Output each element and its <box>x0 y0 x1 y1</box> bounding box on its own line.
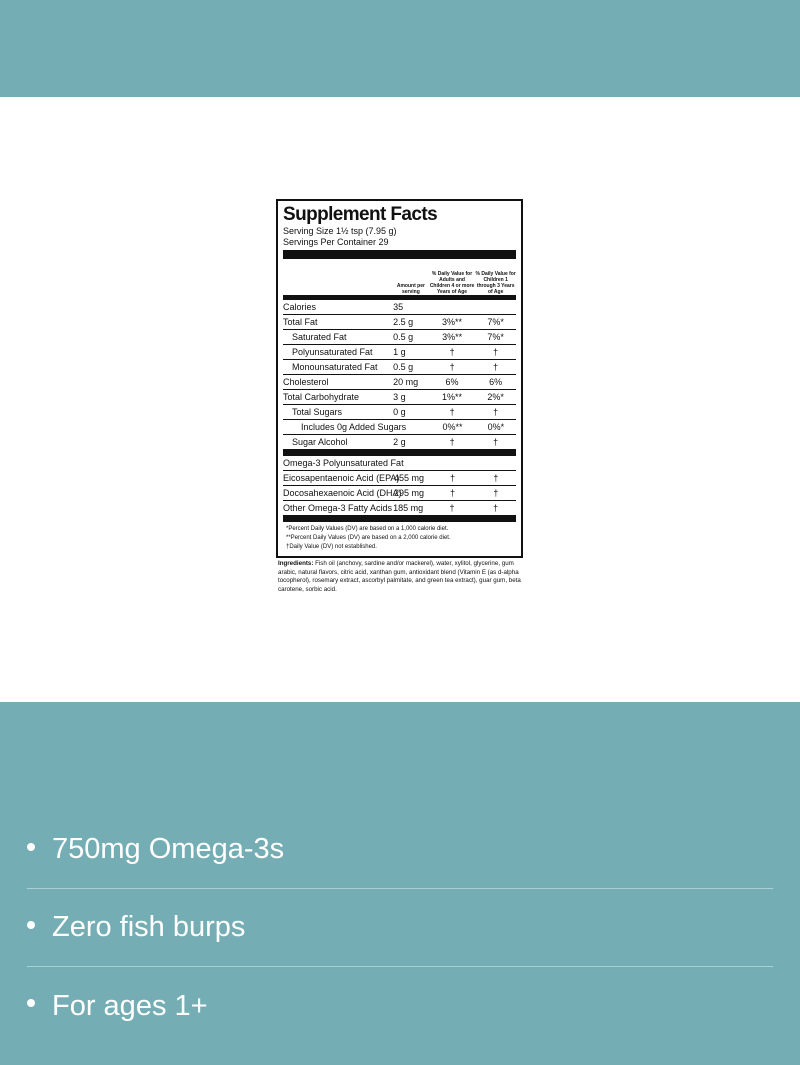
facts-row <box>283 375 516 390</box>
nutrient-dv-adults: † <box>450 488 456 498</box>
supplement-facts-panel <box>276 199 523 558</box>
facts-row <box>283 420 516 435</box>
top-banner <box>0 0 800 97</box>
feature-text: 750mg Omega-3s <box>52 833 285 865</box>
feature-item <box>27 967 773 1045</box>
nutrient-dv-adults: † <box>449 437 455 447</box>
nutrient-dv-adults: † <box>449 503 455 513</box>
nutrient-dv-children: 6% <box>489 377 503 387</box>
nutrient-dv-adults: 6% <box>445 377 459 387</box>
nutrient-name: Docosahexaenoic Acid (DHA) <box>283 488 402 498</box>
facts-row <box>283 501 516 515</box>
nutrient-dv-children: 2%* <box>487 392 504 402</box>
nutrient-dv-children: † <box>493 473 499 483</box>
column-headers <box>283 261 516 300</box>
ingredients-text: Fish oil (anchovy, sardine and/or mackerel), water, xylitol, glycerine, gum arabic, natural flavors, citric acid, xanthan gum, antioxidant blend (Vitamin E (as d-alpha tocopherol), rosemary extract, ascorbyl palmitate, and green tea extract), guar gum, beta carotene, sorbic acid. <box>278 560 521 593</box>
nutrient-amount: 0.5 g <box>393 362 414 372</box>
header-amount: Amount per serving <box>396 283 425 295</box>
nutrient-dv-adults: 3%** <box>442 332 463 342</box>
nutrient-amount: 2.5 g <box>393 317 414 327</box>
feature-item <box>27 889 773 967</box>
bullet-dot-icon <box>27 921 35 929</box>
nutrient-amount: 0 g <box>393 407 406 417</box>
feature-text: Zero fish burps <box>52 911 246 943</box>
nutrient-name: Calories <box>283 302 317 312</box>
divider-bar <box>283 515 516 522</box>
nutrient-name: Other Omega-3 Fatty Acids <box>283 503 393 513</box>
nutrient-name: Cholesterol <box>283 377 329 387</box>
nutrient-amount: 1 g <box>393 347 406 357</box>
facts-row <box>283 405 516 420</box>
feature-item <box>27 811 773 889</box>
nutrient-dv-children: 7%* <box>487 317 504 327</box>
facts-row <box>283 360 516 375</box>
footnote: *Percent Daily Values (DV) are based on a 1,000 calorie diet. <box>286 526 449 532</box>
nutrient-dv-adults: † <box>449 407 455 417</box>
nutrient-name: Saturated Fat <box>292 332 347 342</box>
nutrient-dv-adults: † <box>449 362 455 372</box>
nutrient-amount: 3 g <box>393 392 406 402</box>
header-dv-children: % Daily Value for Children 1 through 3 Years of Age <box>475 271 516 295</box>
nutrient-name: Total Carbohydrate <box>283 392 360 402</box>
nutrient-amount: 295 mg <box>394 488 425 498</box>
nutrient-name: Polyunsaturated Fat <box>292 347 373 357</box>
nutrient-dv-children: † <box>493 347 499 357</box>
facts-row <box>283 486 516 501</box>
nutrient-amount: 0.5 g <box>393 332 414 342</box>
serving-size: Serving Size 1½ tsp (7.95 g) <box>283 226 397 236</box>
nutrient-dv-children: 7%* <box>487 332 504 342</box>
bullet-dot-icon <box>27 999 35 1007</box>
omega-section-title: Omega-3 Polyunsaturated Fat <box>283 456 516 471</box>
ingredients-label: Ingredients: <box>278 560 314 567</box>
nutrient-dv-adults: 3%** <box>442 317 463 327</box>
nutrient-amount: 2 g <box>393 437 406 447</box>
footnote: **Percent Daily Values (DV) are based on a 2,000 calorie diet. <box>286 535 451 541</box>
facts-row <box>283 390 516 405</box>
divider-bar <box>283 449 516 456</box>
facts-row <box>283 300 516 315</box>
feature-list <box>27 811 773 1045</box>
nutrient-dv-children: 0%* <box>487 422 505 432</box>
nutrient-name: Includes 0g Added Sugars <box>301 422 407 432</box>
nutrient-name: Monounsaturated Fat <box>292 362 378 372</box>
nutrient-dv-children: † <box>493 362 499 372</box>
nutrient-amount: 455 mg <box>394 473 425 483</box>
facts-row <box>283 435 516 449</box>
facts-title: Supplement Facts <box>283 204 438 225</box>
nutrient-dv-adults: † <box>450 473 456 483</box>
nutrient-name: Sugar Alcohol <box>292 437 348 447</box>
nutrient-dv-adults: 0%** <box>442 422 463 432</box>
nutrient-amount: 35 <box>393 302 404 312</box>
nutrient-amount: 185 mg <box>393 503 424 513</box>
feature-text: For ages 1+ <box>52 989 208 1022</box>
facts-row <box>283 330 516 345</box>
nutrient-amount: 20 mg <box>393 377 419 387</box>
footnotes <box>283 522 516 552</box>
nutrient-dv-children: † <box>493 437 499 447</box>
nutrient-dv-children: † <box>493 503 499 513</box>
ingredients <box>278 560 524 594</box>
nutrient-name: Total Sugars <box>292 407 343 417</box>
servings-per-container: Servings Per Container 29 <box>283 237 389 247</box>
divider-bar <box>283 250 516 259</box>
footnote: †Daily Value (DV) not established. <box>286 544 377 550</box>
bullet-dot-icon <box>27 843 35 851</box>
nutrient-dv-adults: † <box>449 347 455 357</box>
nutrient-dv-children: † <box>493 407 499 417</box>
facts-row <box>283 345 516 360</box>
header-dv-adults: % Daily Value for Adults and Children 4 or more Years of Age <box>429 271 475 295</box>
facts-row <box>283 315 516 330</box>
nutrient-name: Total Fat <box>283 317 318 327</box>
nutrient-name: Eicosapentaenoic Acid (EPA) <box>283 473 400 483</box>
nutrient-dv-children: † <box>493 488 499 498</box>
nutrient-dv-adults: 1%** <box>442 392 463 402</box>
facts-row <box>283 471 516 486</box>
